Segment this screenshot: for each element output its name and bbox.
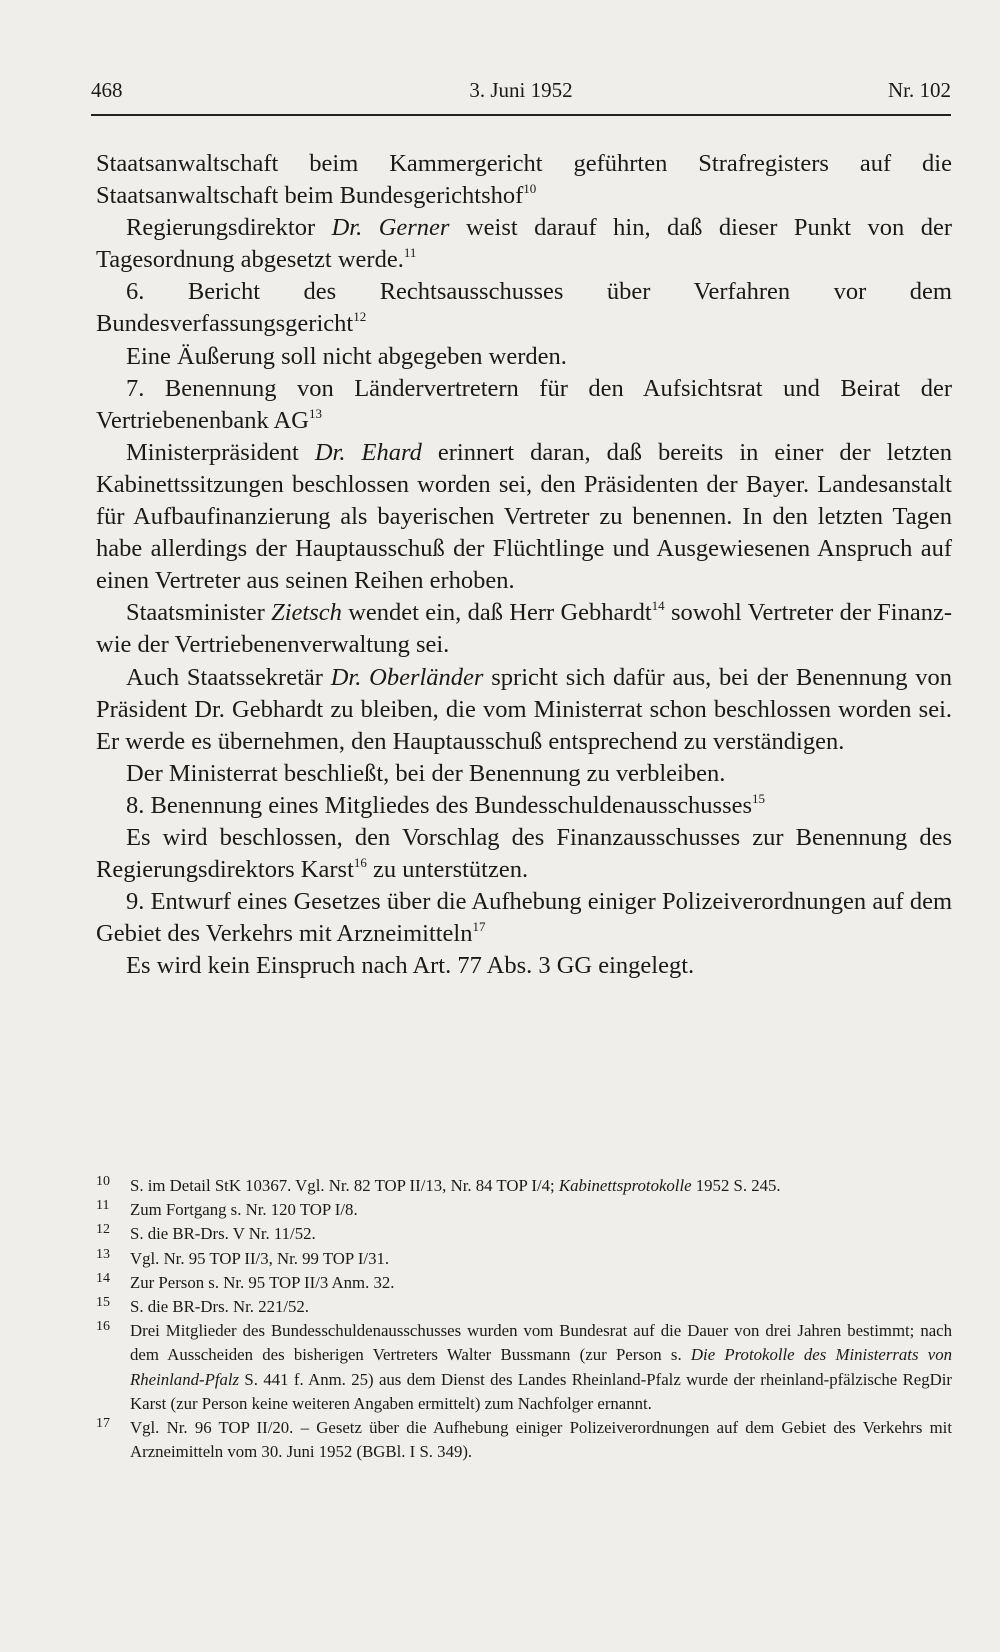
italic-text: Kabinettsprotokolle <box>558 1176 692 1195</box>
text-run: weist darauf hin, daß dieser Punkt von der Tagesordnung abgesetzt werde. <box>96 214 952 274</box>
paragraph <box>96 790 952 822</box>
text-run: 9. Entwurf eines Gesetzes über die Aufhebung einiger Polizeiverordnungen auf dem Gebiet des Verkehrs mit Arzneimitteln <box>96 888 952 948</box>
footnote-number: 12 <box>96 1222 110 1238</box>
text-run: wendet ein, daß Herr Gebhardt <box>341 599 652 627</box>
italic-text: Zietsch <box>271 599 342 627</box>
text-run: Regierungsdirektor <box>126 214 332 242</box>
paragraph <box>96 148 952 212</box>
paragraph <box>96 341 952 373</box>
paragraph <box>96 373 952 437</box>
footnote-number: 11 <box>96 1198 110 1214</box>
text-run: Eine Äußerung soll nicht abgegeben werden. <box>126 342 567 370</box>
footnote <box>96 1295 952 1319</box>
text-run: erinnert daran, daß bereits in einer der letzten Kabinettssitzungen beschlossen worden sei, den Präsidenten der Bayer. Landesanstalt für Aufbaufinanzierung als bayerischen Vertreter zu benennen. In den letzten Tagen habe allerdings der Hauptausschuß der Flüchtlinge und Ausgewiesenen Anspruch auf einen Vertreter aus seinen Reihen erhoben. <box>96 438 952 595</box>
text-run: S. die BR-Drs. V Nr. 11/52. <box>130 1224 316 1244</box>
footnote <box>96 1416 952 1464</box>
paragraph <box>96 597 952 661</box>
text-run: 1952 S. 245. <box>691 1176 781 1195</box>
text-run: Ministerpräsident <box>126 438 315 466</box>
footnote-reference: 14 <box>651 598 665 614</box>
footnote-number: 14 <box>96 1270 110 1286</box>
text-run: Es wird beschlossen, den Vorschlag des Finanzausschusses zur Benennung des Regierungsdirektors Karst <box>96 823 952 884</box>
text-run: 8. Benennung eines Mitgliedes des Bundesschuldenausschusses <box>126 791 753 819</box>
text-run: spricht sich dafür aus, bei der Benennung von Präsident Dr. Gebhardt zu bleiben, die vom Ministerrat schon beschlossen worden sei. Er werde es übernehmen, den Hauptausschuß entsprechend zu verständigen. <box>96 663 952 755</box>
text-run: S. im Detail StK 10367. Vgl. Nr. 82 TOP II/13, Nr. 84 TOP I/4; <box>130 1176 559 1195</box>
text-run: sowohl Vertreter der Finanz- wie der Vertriebenenverwaltung sei. <box>96 599 952 659</box>
italic-text: Dr. Oberländer <box>330 663 484 691</box>
page-header <box>91 78 951 112</box>
paragraph <box>96 276 952 340</box>
footnote-number: 10 <box>96 1174 110 1189</box>
text-run: 6. Bericht des Rechtsausschusses über Verfahren vor dem Bundesverfassungsgericht <box>96 278 952 338</box>
footnote-number: 17 <box>96 1416 110 1432</box>
paragraph <box>96 212 952 276</box>
text-run: S. 441 f. Anm. 25) aus dem Dienst des Landes Rheinland-Pfalz wurde der rheinland-pfälzische RegDir Karst (zur Person keine weiteren Angaben ermittelt) zum Nachfolger ernannt. <box>130 1369 952 1413</box>
footnotes <box>96 1174 952 1464</box>
text-run: Es wird kein Einspruch nach Art. 77 Abs. 3 GG eingelegt. <box>126 952 695 980</box>
text-run: zu unterstützen. <box>366 856 529 884</box>
footnote-reference: 11 <box>403 245 417 261</box>
header-date: 3. Juni 1952 <box>469 78 573 102</box>
footnote-reference: 12 <box>353 309 367 325</box>
footnote-reference: 17 <box>472 919 486 935</box>
text-run: Vgl. Nr. 95 TOP II/3, Nr. 99 TOP I/31. <box>130 1248 390 1268</box>
paragraph <box>96 662 952 758</box>
italic-text: Die Protokolle des Ministerrats von Rheinland-Pfalz <box>130 1345 952 1389</box>
text-run: Der Ministerrat beschließt, bei der Benennung zu verbleiben. <box>126 759 726 787</box>
footnote <box>96 1319 952 1416</box>
text-run: Zum Fortgang s. Nr. 120 TOP I/8. <box>130 1200 358 1220</box>
paragraph <box>96 950 952 982</box>
paragraph <box>96 886 952 950</box>
text-run: Vgl. Nr. 96 TOP II/20. – Gesetz über die Aufhebung einiger Polizeiverordnungen auf dem Gebiet des Verkehrs mit Arzneimitteln vom 30. Juni 1952 (BGBl. I S. 349). <box>130 1418 952 1462</box>
footnote <box>96 1247 952 1271</box>
text-run: S. die BR-Drs. Nr. 221/52. <box>130 1297 310 1317</box>
paragraph <box>96 822 952 886</box>
header-rule <box>91 114 951 116</box>
footnote-number: 16 <box>96 1319 110 1335</box>
footnote-reference: 15 <box>752 790 766 806</box>
text-run: Auch Staatssekretär <box>126 663 331 691</box>
footnote-number: 15 <box>96 1295 110 1311</box>
text-run: Staatsminister <box>126 599 272 627</box>
main-text <box>96 148 952 982</box>
footnote-reference: 10 <box>523 180 537 196</box>
footnote-reference: 13 <box>308 405 322 421</box>
footnote-number: 13 <box>96 1246 110 1262</box>
footnote <box>96 1174 952 1198</box>
text-run: Staatsanwaltschaft beim Kammergericht geführten Strafregisters auf die Staatsanwaltschaft beim Bundesgerichtshof <box>96 150 952 210</box>
footnote <box>96 1198 952 1222</box>
footnote <box>96 1271 952 1295</box>
footnote-reference: 16 <box>353 854 367 870</box>
italic-text: Dr. Gerner <box>331 214 450 242</box>
italic-text: Dr. Ehard <box>314 438 422 466</box>
text-run: Zur Person s. Nr. 95 TOP II/3 Anm. 32. <box>130 1272 395 1292</box>
paragraph <box>96 758 952 790</box>
protocol-number: Nr. 102 <box>888 78 951 102</box>
footnote <box>96 1222 952 1246</box>
text-run: Drei Mitglieder des Bundesschuldenausschusses wurden vom Bundesrat auf die Dauer von drei Jahren bestimmt; nach dem Ausscheiden des bisherigen Vertreters Walter Bussmann (zur Person s. <box>130 1321 952 1365</box>
paragraph <box>96 437 952 597</box>
page-number: 468 <box>91 78 123 102</box>
text-run: 7. Benennung von Ländervertretern für den Aufsichtsrat und Beirat der Vertriebenenbank AG <box>96 374 952 434</box>
